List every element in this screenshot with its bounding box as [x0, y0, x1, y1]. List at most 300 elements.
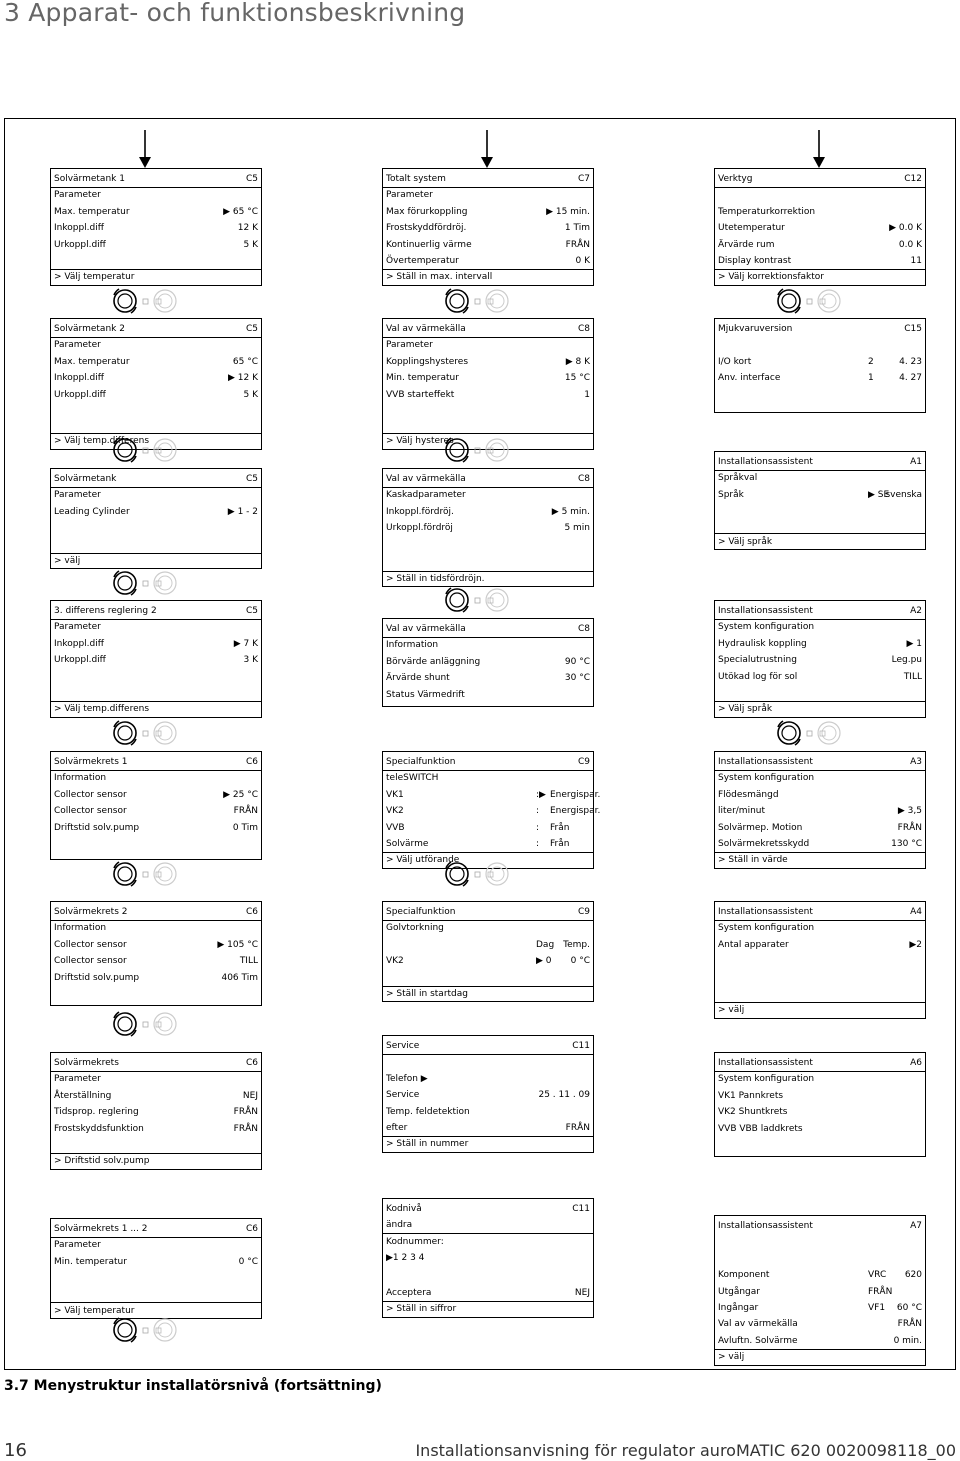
- row-label: Solvärmekrets 1 ... 2: [54, 1224, 148, 1234]
- row-label: Information: [54, 923, 107, 934]
- screen-row: [54, 787, 258, 803]
- row-label: Anv. interface: [718, 373, 781, 384]
- divider: [51, 269, 261, 270]
- screen-row: [386, 904, 590, 920]
- divider: [383, 571, 593, 572]
- rotary-knob-icon: [110, 859, 180, 889]
- screen-row: [386, 920, 590, 936]
- screen-row: [718, 1071, 922, 1087]
- row-column: Dag: [536, 939, 555, 950]
- row-value: C6: [245, 907, 258, 917]
- row-label: VK2: [386, 806, 404, 817]
- screen-row: [718, 237, 922, 253]
- row-column: Energispar.: [550, 806, 601, 817]
- row-label: Service: [386, 1041, 420, 1051]
- row-label: VVB VBB laddkrets: [718, 1123, 803, 1134]
- screen-row: [718, 454, 922, 470]
- screen-row: [54, 269, 258, 285]
- display-screen-a3: [714, 751, 926, 869]
- row-value: 15 °C: [564, 373, 590, 384]
- figure-caption: 3.7 Menystruktur installatörsnivå (fortsättning): [4, 1378, 382, 1394]
- divider: [715, 770, 925, 771]
- row-value: 11: [910, 256, 922, 266]
- screen-row: [718, 503, 922, 519]
- row-value: C8: [577, 474, 590, 484]
- row-value: 12 K: [237, 223, 258, 234]
- screen-row: [718, 669, 922, 685]
- row-label: Urkoppl.diff: [54, 239, 106, 250]
- screen-row: [718, 269, 922, 285]
- screen-row: [54, 1237, 258, 1253]
- divider: [383, 770, 593, 771]
- screen-row: [54, 1270, 258, 1286]
- row-label: Inkoppl.diff: [54, 373, 104, 384]
- screen-row: [718, 953, 922, 969]
- divider: [383, 1136, 593, 1137]
- row-label: Temp. feldetektion: [386, 1106, 470, 1117]
- divider: [383, 187, 593, 188]
- row-label: Information: [386, 640, 439, 651]
- screen-row: [718, 1218, 922, 1234]
- row-label: 3. differens reglering 2: [54, 606, 157, 616]
- row-label: VK1 Pannkrets: [718, 1090, 784, 1101]
- row-label: Acceptera: [386, 1288, 432, 1298]
- row-label: Leading Cylinder: [54, 506, 130, 517]
- screen-row: [54, 820, 258, 836]
- rotary-knob-icon: [442, 286, 512, 316]
- row-label: Parameter: [54, 1240, 101, 1251]
- screen-row: [718, 487, 922, 503]
- rotary-knob-icon: [442, 585, 512, 615]
- row-label: Språkval: [718, 473, 758, 484]
- row-label: Collector sensor: [54, 789, 127, 800]
- row-label: VVB: [386, 822, 405, 833]
- document-title: Installationsanvisning för regulator auroMATIC 620 0020098118_00: [415, 1441, 956, 1460]
- screen-row: [386, 269, 590, 285]
- screen-row: [718, 370, 922, 386]
- row-label: Solvärmep. Motion: [718, 822, 803, 833]
- row-label: VK2: [386, 956, 404, 967]
- row-label: Avluftn. Solvärme: [718, 1335, 798, 1346]
- screen-row: [718, 770, 922, 786]
- divider: [51, 619, 261, 620]
- divider: [383, 433, 593, 434]
- row-value: C5: [245, 324, 258, 334]
- row-value: 4. 27: [899, 373, 922, 384]
- row-value: ▶ 65 °C: [223, 206, 258, 217]
- row-label: Specialutrustning: [718, 655, 797, 666]
- screen-row: [718, 1104, 922, 1120]
- down-arrow-icon: [481, 130, 493, 168]
- row-label: Verktyg: [718, 174, 753, 184]
- row-label: VK1: [386, 789, 404, 800]
- row-value: 5 K: [243, 239, 258, 250]
- screen-row: [386, 1136, 590, 1152]
- row-value: 406 Tim: [221, 972, 258, 983]
- row-label: > Välj korrektionsfaktor: [718, 272, 824, 283]
- row-value: FRÅN: [233, 1123, 258, 1134]
- divider: [51, 1237, 261, 1238]
- row-label: Val av värmekälla: [386, 474, 466, 484]
- screen-row: [54, 487, 258, 503]
- row-label: Kopplingshysteres: [386, 356, 469, 367]
- display-screen-a2: [714, 600, 926, 718]
- rotary-knob-icon: [774, 718, 844, 748]
- row-label: > Välj språk: [718, 536, 773, 547]
- screen-row: [718, 1002, 922, 1018]
- row-label: Börvärde anläggning: [386, 656, 481, 667]
- row-column: VRC: [868, 1270, 887, 1281]
- row-value: 130 °C: [891, 839, 922, 849]
- row-value: FRÅN: [233, 1107, 258, 1118]
- row-label: Komponent: [718, 1270, 770, 1281]
- row-value: 65 °C: [232, 356, 258, 367]
- screen-row: [718, 1088, 922, 1104]
- divider: [383, 1233, 593, 1234]
- row-value: A4: [910, 907, 922, 917]
- screen-row: [718, 652, 922, 668]
- rotary-knob-icon: [110, 286, 180, 316]
- row-label: Hydraulisk koppling: [718, 638, 807, 649]
- screen-row: [54, 187, 258, 203]
- row-value: ▶ 3,5: [897, 806, 922, 817]
- screen-row: [386, 253, 590, 269]
- row-label: Installationsassistent: [718, 457, 813, 467]
- display-screen-a6: [714, 1052, 926, 1157]
- row-column: Från: [550, 839, 570, 849]
- row-label: > Välj temperatur: [54, 1305, 135, 1316]
- divider: [51, 187, 261, 188]
- row-label: System konfiguration: [718, 622, 815, 633]
- screen-row: [386, 1217, 590, 1233]
- screen-row: [54, 520, 258, 536]
- row-value: C11: [572, 1041, 590, 1051]
- row-value: C11: [572, 1204, 590, 1214]
- row-label: > Ställ in tidsfördröjn.: [386, 574, 485, 584]
- screen-row: [54, 1121, 258, 1137]
- screen-row: [386, 237, 590, 253]
- row-value: 1 Tim: [564, 223, 590, 234]
- display-screen-a4: [714, 901, 926, 1019]
- row-label: > Driftstid solv.pump: [54, 1156, 150, 1167]
- display-screen-c6a: [50, 751, 262, 860]
- row-label: Val av värmekälla: [386, 624, 466, 634]
- row-value: FRÅN: [233, 806, 258, 817]
- row-value: A7: [910, 1221, 922, 1231]
- divider: [715, 1349, 925, 1350]
- divider: [383, 337, 593, 338]
- display-screen-c5a: [50, 168, 262, 286]
- screen-row: [54, 553, 258, 569]
- divider: [715, 470, 925, 471]
- row-label: System konfiguration: [718, 773, 815, 784]
- screen-row: [718, 820, 922, 836]
- row-column: 2: [868, 356, 874, 367]
- screen-row: [54, 171, 258, 187]
- row-value: C9: [577, 757, 590, 767]
- screen-row: [54, 1104, 258, 1120]
- screen-row: [54, 1055, 258, 1071]
- row-value: C6: [245, 1058, 258, 1068]
- row-label: Utgångar: [718, 1286, 760, 1297]
- screen-row: [386, 1201, 590, 1217]
- row-label: ändra: [386, 1220, 413, 1231]
- row-label: Telefon ▶: [386, 1073, 428, 1084]
- row-value: 5 K: [243, 389, 258, 400]
- screen-row: [718, 1137, 922, 1153]
- down-arrow-icon: [139, 130, 151, 168]
- screen-row: [718, 354, 922, 370]
- row-value: 3 K: [243, 655, 258, 666]
- divider: [51, 1302, 261, 1303]
- row-value: C9: [577, 907, 590, 917]
- row-label: Status Värmedrift: [386, 689, 465, 700]
- row-value: A3: [910, 757, 922, 767]
- divider: [715, 619, 925, 620]
- row-label: Solvärmekrets 1: [54, 757, 128, 767]
- divider: [383, 269, 593, 270]
- row-value: ▶ 15 min.: [546, 206, 590, 217]
- divider: [715, 701, 925, 702]
- screen-row: [386, 337, 590, 353]
- screen-row: [386, 670, 590, 686]
- row-label: Solvärmekrets: [54, 1058, 119, 1068]
- divider: [51, 920, 261, 921]
- screen-row: [386, 937, 590, 953]
- row-label: Parameter: [386, 340, 433, 351]
- divider: [51, 433, 261, 434]
- screen-row: [54, 669, 258, 685]
- screen-row: [54, 603, 258, 619]
- screen-row: [386, 654, 590, 670]
- row-label: System konfiguration: [718, 923, 815, 934]
- divider: [383, 637, 593, 638]
- row-label: Kaskadparameter: [386, 490, 466, 501]
- screen-row: [386, 820, 590, 836]
- screen-row: [718, 1284, 922, 1300]
- row-value: 0.0 K: [898, 239, 922, 250]
- row-label: Urkoppl.fördröj: [386, 523, 453, 534]
- display-screen-c5c: [50, 468, 262, 569]
- row-label: Tidsprop. reglering: [54, 1107, 139, 1118]
- screen-row: [718, 803, 922, 819]
- screen-row: [54, 387, 258, 403]
- row-label: Urkoppl.diff: [54, 655, 106, 666]
- row-value: 0 K: [575, 256, 590, 266]
- screen-row: [54, 204, 258, 220]
- screen-row: [386, 1104, 590, 1120]
- row-label: Ingångar: [718, 1303, 759, 1313]
- row-value: 1: [584, 389, 590, 400]
- screen-row: [386, 1285, 590, 1301]
- row-value: 0 Tim: [232, 822, 258, 833]
- row-label: Inkoppl.diff: [54, 638, 104, 649]
- rotary-knob-icon: [774, 286, 844, 316]
- rotary-knob-icon: [110, 435, 180, 465]
- display-screen-c6c: [50, 1052, 262, 1170]
- screen-row: [718, 970, 922, 986]
- row-label: > välj: [718, 1352, 745, 1363]
- divider: [383, 1054, 593, 1055]
- row-value: 0 °C: [570, 956, 590, 967]
- row-label: Frostskyddsfunktion: [54, 1123, 144, 1134]
- row-label: > Ställ in siffror: [386, 1304, 457, 1315]
- screen-row: [718, 636, 922, 652]
- screen-row: [718, 836, 922, 852]
- row-value: C6: [245, 1224, 258, 1234]
- row-label: Val av värmekälla: [386, 324, 466, 334]
- row-label: Display kontrast: [718, 256, 792, 266]
- row-label: Installationsassistent: [718, 907, 813, 917]
- screen-row: [386, 471, 590, 487]
- screen-row: [386, 1054, 590, 1070]
- screen-row: [54, 1221, 258, 1237]
- screen-row: [386, 986, 590, 1002]
- row-label: Installationsassistent: [718, 757, 813, 767]
- row-value: NEJ: [574, 1288, 590, 1298]
- row-label: Collector sensor: [54, 956, 127, 967]
- row-label: Språk: [718, 489, 744, 500]
- row-value: C5: [245, 174, 258, 184]
- display-screen-c5d: [50, 600, 262, 718]
- display-screen-c7: [382, 168, 594, 286]
- row-column: :: [536, 822, 540, 833]
- row-label: Urkoppl.diff: [54, 389, 106, 400]
- screen-row: [54, 537, 258, 553]
- row-value: C6: [245, 757, 258, 767]
- row-label: > välj: [54, 556, 81, 566]
- row-column: :: [536, 806, 540, 817]
- row-value: NEJ: [242, 1090, 258, 1101]
- screen-row: [54, 904, 258, 920]
- display-screen-c8b: [382, 468, 594, 587]
- screen-row: [718, 701, 922, 717]
- row-value: ▶ 8 K: [565, 356, 590, 367]
- row-label: Frostskyddfördröj.: [386, 223, 467, 234]
- screen-row: [718, 1055, 922, 1071]
- screen-row: [718, 1333, 922, 1349]
- screen-row: [718, 754, 922, 770]
- row-value: svenska: [885, 489, 922, 500]
- screen-row: [54, 403, 258, 419]
- screen-row: [386, 187, 590, 203]
- row-label: Parameter: [54, 340, 101, 351]
- screen-row: [386, 1120, 590, 1136]
- divider: [383, 920, 593, 921]
- screen-row: [386, 1087, 590, 1103]
- row-label: Collector sensor: [54, 806, 127, 817]
- screen-row: [54, 953, 258, 969]
- screen-row: [718, 337, 922, 353]
- row-label: Service: [386, 1090, 420, 1101]
- rotary-knob-icon: [110, 1009, 180, 1039]
- divider: [51, 1153, 261, 1154]
- screen-row: [386, 504, 590, 520]
- row-column: VF1: [868, 1303, 886, 1313]
- row-label: Antal apparater: [718, 939, 789, 950]
- screen-row: [54, 619, 258, 635]
- screen-row: [386, 204, 590, 220]
- down-arrow-icon: [813, 130, 825, 168]
- row-column: :: [536, 839, 540, 849]
- rotary-knob-icon: [110, 718, 180, 748]
- screen-row: [386, 321, 590, 337]
- divider: [51, 553, 261, 554]
- screen-row: [718, 937, 922, 953]
- divider: [383, 1301, 593, 1302]
- row-value: ▶ 25 °C: [223, 789, 258, 800]
- row-label: Min. temperatur: [386, 373, 459, 384]
- page-number: 16: [4, 1440, 27, 1461]
- row-label: Max. temperatur: [54, 206, 130, 217]
- row-value: Leg.pu: [891, 655, 922, 666]
- row-column: Från: [550, 822, 570, 833]
- row-value: ▶ 5 min.: [551, 506, 590, 517]
- row-value: C12: [904, 174, 922, 184]
- screen-row: [386, 953, 590, 969]
- row-label: VK2 Shuntkrets: [718, 1107, 788, 1118]
- screen-row: [54, 1071, 258, 1087]
- row-label: > Välj temp.differens: [54, 436, 150, 447]
- screen-row: [386, 403, 590, 419]
- row-label: Information: [54, 773, 107, 784]
- row-value: FRÅN: [897, 822, 922, 833]
- screen-row: [54, 471, 258, 487]
- row-label: Mjukvaruversion: [718, 324, 793, 334]
- row-label: I/O kort: [718, 356, 752, 367]
- row-label: > Välj språk: [718, 704, 773, 715]
- screen-row: [54, 986, 258, 1002]
- screen-row: [386, 1038, 590, 1054]
- divider: [51, 770, 261, 771]
- screen-row: [386, 1250, 590, 1266]
- screen-row: [718, 253, 922, 269]
- row-value: C8: [577, 324, 590, 334]
- screen-row: [54, 652, 258, 668]
- row-label: > Välj temperatur: [54, 272, 135, 283]
- screen-row: [386, 803, 601, 819]
- screen-row: [718, 986, 922, 1002]
- row-value: C5: [245, 474, 258, 484]
- row-value: 60 °C: [896, 1303, 922, 1313]
- row-value: 25 . 11 . 09: [538, 1090, 590, 1101]
- display-screen-c15: [714, 318, 926, 413]
- row-label: Parameter: [54, 1074, 101, 1085]
- divider: [383, 986, 593, 987]
- divider: [715, 1071, 925, 1072]
- rotary-knob-icon: [442, 435, 512, 465]
- screen-row: [386, 220, 590, 236]
- divider: [715, 533, 925, 534]
- row-label: Specialfunktion: [386, 907, 456, 917]
- row-label: Specialfunktion: [386, 757, 456, 767]
- screen-row: [54, 970, 258, 986]
- rotary-knob-icon: [442, 859, 512, 889]
- screen-row: [54, 337, 258, 353]
- row-value: TILL: [239, 956, 258, 967]
- row-label: Utetemperatur: [718, 223, 785, 234]
- screen-row: [718, 920, 922, 936]
- row-value: TILL: [903, 671, 922, 682]
- row-label: Parameter: [386, 190, 433, 201]
- screen-row: [718, 1251, 922, 1267]
- row-column: ▶ 0: [536, 956, 552, 967]
- screen-row: [386, 621, 590, 637]
- screen-row: [386, 387, 590, 403]
- row-label: > Ställ in värde: [718, 855, 788, 866]
- screen-row: [718, 1121, 922, 1137]
- screen-row: [54, 354, 258, 370]
